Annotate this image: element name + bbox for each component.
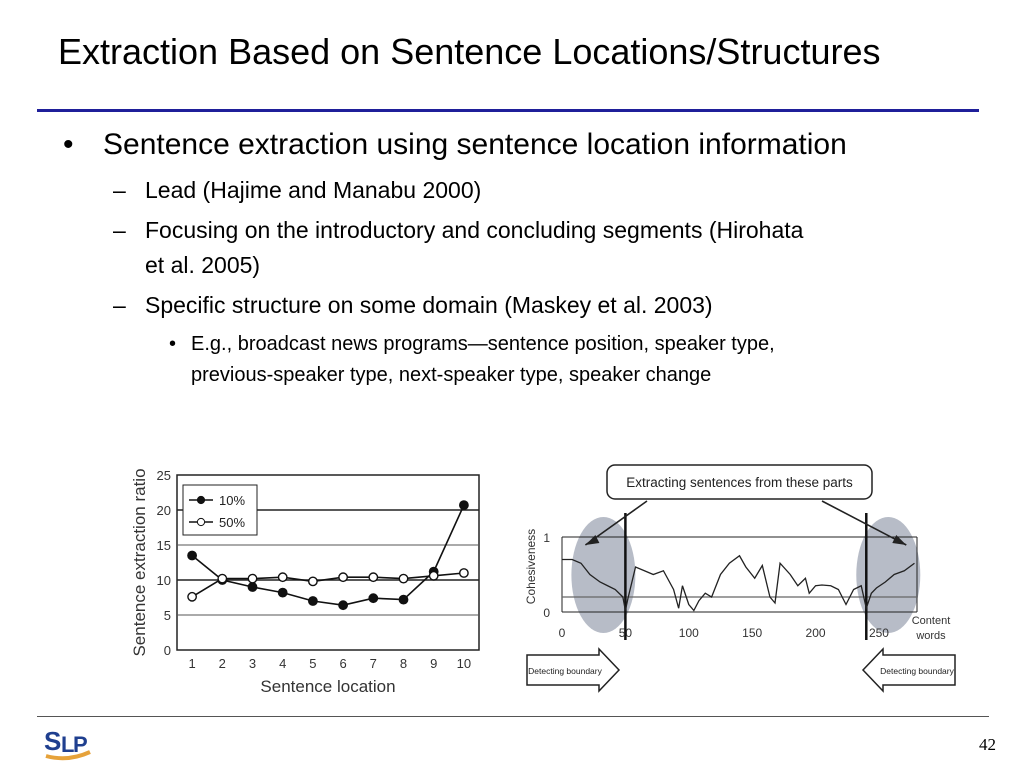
extraction-ratio-chart xyxy=(125,455,485,700)
slp-logo xyxy=(42,722,94,762)
y-tick-label: 10 xyxy=(156,573,171,588)
y-axis-label: Sentence extraction ratio xyxy=(130,468,149,657)
y-tick-label: 0 xyxy=(543,606,550,620)
data-point xyxy=(248,574,256,582)
x-tick-label: 200 xyxy=(805,626,826,640)
y-tick-label: 5 xyxy=(163,608,171,623)
x-tick-label: 5 xyxy=(309,656,317,671)
page-number: 42 xyxy=(979,735,996,754)
data-point xyxy=(399,595,407,603)
detect-boundary-label-left: Detecting boundary xyxy=(528,666,602,676)
x-tick-label: 2 xyxy=(218,656,226,671)
x-axis-label: Content xyxy=(911,615,951,627)
data-point xyxy=(460,569,468,577)
y-tick-label: 25 xyxy=(156,468,171,483)
x-tick-label: 4 xyxy=(279,656,287,671)
callout-text: Extracting sentences from these parts xyxy=(626,475,853,490)
x-tick-label: 1 xyxy=(188,656,196,671)
data-point xyxy=(369,594,377,602)
x-tick-label: 9 xyxy=(430,656,438,671)
data-point xyxy=(218,574,226,582)
data-point xyxy=(248,583,256,591)
title-divider xyxy=(37,109,979,112)
legend-label: 50% xyxy=(219,515,246,530)
x-tick-label: 8 xyxy=(399,656,408,671)
x-tick-label: 7 xyxy=(369,656,377,671)
x-tick-label: 10 xyxy=(456,656,472,671)
x-tick-label: 150 xyxy=(742,626,763,640)
data-point xyxy=(369,573,377,581)
data-point xyxy=(279,588,287,596)
bullet-dash: – xyxy=(113,177,126,203)
x-axis-label: words xyxy=(916,630,946,642)
data-point xyxy=(188,593,196,601)
data-point xyxy=(309,577,317,585)
slide-title: Extraction Based on Sentence Locations/Structures xyxy=(58,31,881,72)
svg-text:L: L xyxy=(61,732,75,757)
series-line-2 xyxy=(192,573,464,597)
data-point xyxy=(279,573,287,581)
data-point xyxy=(309,597,317,605)
y-tick-label: 0 xyxy=(163,643,171,658)
bullet-main-text: Sentence extraction using sentence location information xyxy=(103,128,847,161)
x-axis-label: Sentence location xyxy=(260,677,396,696)
legend-marker xyxy=(197,496,204,503)
bullet-dash: – xyxy=(113,217,126,243)
data-point xyxy=(399,574,407,582)
bullet-sub1-text: Lead (Hajime and Manabu 2000) xyxy=(145,177,482,203)
x-tick-label: 250 xyxy=(868,626,889,640)
data-point xyxy=(188,551,196,559)
bullet-sub3a-text-line1: E.g., broadcast news programs―sentence position, speaker type, xyxy=(191,333,775,355)
svg-text:S: S xyxy=(44,726,62,756)
legend-marker xyxy=(197,518,204,525)
bullet-sub2-text-line2: et al. 2005) xyxy=(145,252,261,278)
y-tick-label: 1 xyxy=(543,531,550,545)
bullet-sub3a-text-line2: previous-speaker type, next-speaker type, speaker change xyxy=(191,364,712,386)
y-tick-label: 20 xyxy=(156,503,171,518)
x-tick-label: 50 xyxy=(618,626,633,640)
data-point xyxy=(460,501,468,509)
y-axis-label: Cohesiveness xyxy=(524,528,538,605)
cohesiveness-chart xyxy=(515,455,965,700)
footer-divider xyxy=(37,716,989,717)
x-tick-label: 6 xyxy=(339,656,347,671)
bullet-dot: • xyxy=(63,128,74,161)
bullet-small-dot: • xyxy=(169,333,177,355)
detect-boundary-label-right: Detecting boundary xyxy=(880,666,954,676)
x-tick-label: 100 xyxy=(678,626,699,640)
bullet-dash: – xyxy=(113,292,126,318)
y-tick-label: 15 xyxy=(156,538,171,553)
bullet-sub3-text: Specific structure on some domain (Maskey et al. 2003) xyxy=(145,292,713,318)
bullet-sub2-text-line1: Focusing on the introductory and concluding segments (Hirohata xyxy=(145,217,804,243)
x-tick-label: 3 xyxy=(248,656,257,671)
x-tick-label: 0 xyxy=(558,626,566,640)
data-point xyxy=(339,601,347,609)
legend-label: 10% xyxy=(219,493,246,508)
data-point xyxy=(339,573,347,581)
data-point xyxy=(430,572,438,580)
svg-text:P: P xyxy=(73,732,88,757)
